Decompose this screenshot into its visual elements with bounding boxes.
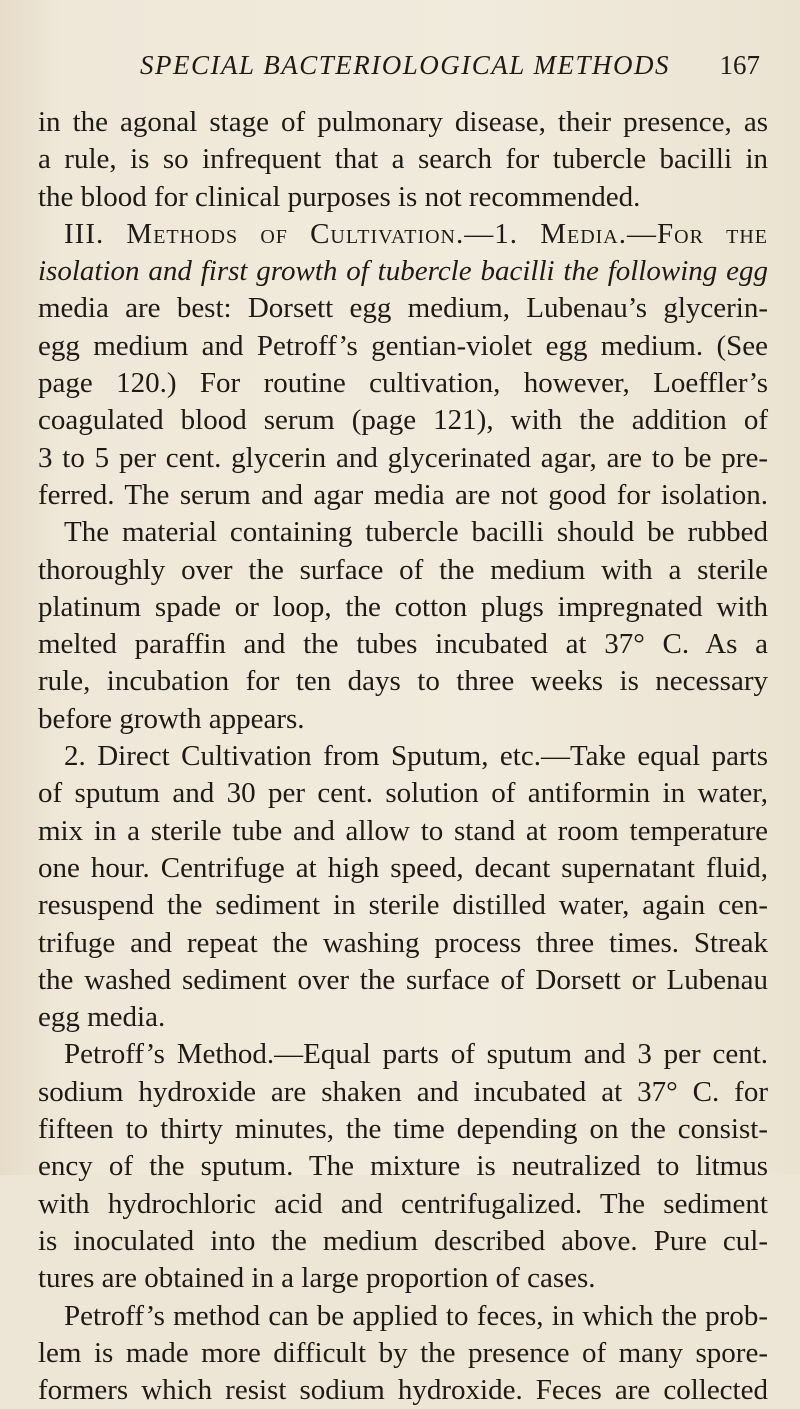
text-line: with hydrochloric acid and centrifugalized. The sediment bbox=[38, 1187, 768, 1220]
text-line: the washed sediment over the surface of Dorsett or Lubenau bbox=[38, 963, 768, 996]
text-line: ferred. The serum and agar media are not good for isolation. bbox=[38, 478, 768, 511]
running-head bbox=[0, 50, 800, 90]
text-line: egg medium and Petroff’s gentian-violet egg medium. (See bbox=[38, 329, 768, 362]
text-line: before growth appears. bbox=[38, 702, 305, 735]
section-heading-line: III. Methods of Cultivation.—1. Media.—For the bbox=[64, 217, 768, 250]
text-line: melted paraffin and the tubes incubated at 37° C. As a bbox=[38, 628, 768, 661]
body-text bbox=[38, 104, 768, 1409]
text-line: in the agonal stage of pulmonary disease, their presence, as bbox=[38, 106, 768, 138]
text-line: lem is made more difficult by the presence of many spore- bbox=[38, 1336, 768, 1369]
text-line: coagulated blood serum (page 121), with the addition of bbox=[38, 404, 768, 437]
page-number: 167 bbox=[719, 50, 760, 80]
text-line: Petroff’s method can be applied to feces, in which the prob- bbox=[64, 1299, 768, 1332]
subsection-line: Petroff’s Method.—Equal parts of sputum and 3 per cent. bbox=[64, 1038, 768, 1071]
running-title: SPECIAL BACTERIOLOGICAL METHODS bbox=[140, 50, 671, 80]
text-line: trifuge and repeat the washing process three times. Streak bbox=[38, 926, 768, 959]
text-line: rule, incubation for ten days to three weeks is necessary bbox=[38, 665, 768, 698]
text-line: is inoculated into the medium described above. Pure cul- bbox=[38, 1224, 768, 1257]
text-line: isolation and first growth of tubercle bacilli the following egg bbox=[38, 255, 768, 288]
text-line: the blood for clinical purposes is not recommended. bbox=[38, 180, 641, 213]
text-line: The material containing tubercle bacilli should be rubbed bbox=[64, 516, 768, 549]
text-line: media are best: Dorsett egg medium, Lubenau’s glycerin- bbox=[38, 292, 768, 325]
subsection-line: 2. Direct Cultivation from Sputum, etc.—Take equal parts bbox=[64, 740, 768, 773]
text-line: mix in a sterile tube and allow to stand at room temperature bbox=[38, 814, 768, 847]
text-line: formers which resist sodium hydroxide. Feces are collected bbox=[38, 1374, 768, 1407]
text-line: tures are obtained in a large proportion of cases. bbox=[38, 1262, 596, 1295]
text-line: resuspend the sediment in sterile distilled water, again cen- bbox=[38, 889, 768, 922]
text-line: egg media. bbox=[38, 1001, 166, 1034]
text-line: page 120.) For routine cultivation, however, Loeffler’s bbox=[38, 367, 768, 400]
text-line: sodium hydroxide are shaken and incubated at 37° C. for bbox=[38, 1075, 768, 1108]
text-line: 3 to 5 per cent. glycerin and glycerinated agar, are to be pre- bbox=[38, 441, 768, 474]
text-line: a rule, is so infrequent that a search for tubercle bacilli in bbox=[38, 143, 768, 176]
text-line: thoroughly over the surface of the medium with a sterile bbox=[38, 553, 768, 586]
text-line: one hour. Centrifuge at high speed, decant supernatant fluid, bbox=[38, 851, 768, 884]
text-line: of sputum and 30 per cent. solution of antiformin in water, bbox=[38, 777, 768, 810]
text-line: platinum spade or loop, the cotton plugs impregnated with bbox=[38, 590, 768, 623]
text-line: ency of the sputum. The mixture is neutralized to litmus bbox=[38, 1150, 768, 1183]
text-line: fifteen to thirty minutes, the time depending on the consist- bbox=[38, 1113, 768, 1146]
